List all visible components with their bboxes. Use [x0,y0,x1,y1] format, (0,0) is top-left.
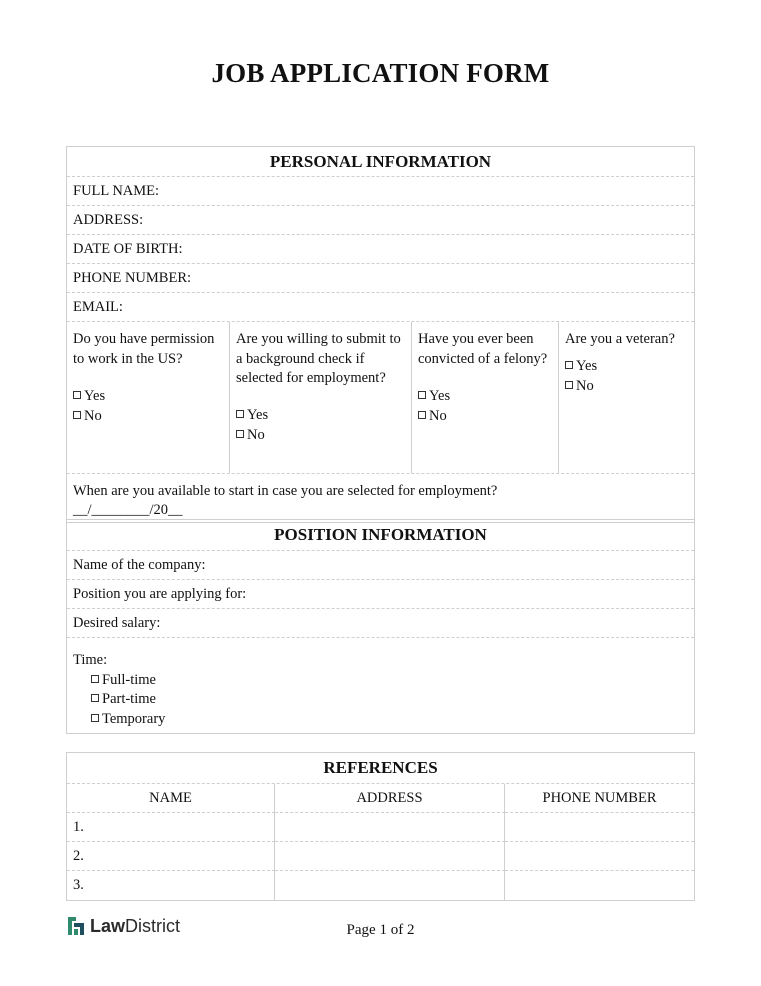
logo-text-law: Law [90,915,126,936]
references-table [67,784,694,900]
question-text: Are you willing to submit to a background check if selected for employment? [236,331,401,386]
company-name-field[interactable]: Name of the company: [67,551,694,580]
veteran-yes-checkbox[interactable] [565,357,597,377]
time-row [67,638,694,733]
logo-text-district: District [125,915,181,936]
availability-question: When are you available to start in case you are selected for employment? [73,483,498,499]
checkbox-icon [236,430,244,438]
page-number: Page 1 of 2 [346,922,415,938]
full-time-checkbox[interactable] [91,671,694,691]
reference-3-name-cell[interactable]: 3. [67,871,275,900]
question-text: Are you a veteran? [565,331,675,347]
personal-information-heading: PERSONAL INFORMATION [67,147,694,177]
checkbox-icon [73,411,81,419]
position-applied-field[interactable]: Position you are applying for: [67,580,694,609]
option-label: No [84,407,102,424]
full-name-field[interactable]: FULL NAME: [67,177,694,206]
checkbox-icon [91,714,99,722]
address-field[interactable]: ADDRESS: [67,206,694,235]
references-heading: REFERENCES [67,753,694,784]
column-header-name: NAME [67,784,275,813]
time-label: Time: [73,652,108,668]
checkbox-icon [91,694,99,702]
question-text: Have you ever been convicted of a felony? [418,331,548,367]
reference-2-name-cell[interactable]: 2. [67,842,275,871]
reference-3-phone-cell[interactable] [505,871,694,900]
references-section [66,752,695,901]
position-information-section [66,519,695,734]
date-of-birth-field[interactable]: DATE OF BIRTH: [67,235,694,264]
temporary-checkbox[interactable] [91,710,694,730]
option-label: Part-time [102,691,156,707]
work-permission-question [67,322,230,473]
reference-1-phone-cell[interactable] [505,813,694,842]
checkbox-icon [418,411,426,419]
background-check-question [230,322,412,473]
option-label: Yes [576,358,598,374]
column-header-phone: PHONE NUMBER [505,784,694,813]
email-field[interactable]: EMAIL: [67,293,694,322]
work-permission-yes-checkbox[interactable] [73,387,105,407]
reference-3-address-cell[interactable] [275,871,505,900]
option-label: Temporary [102,710,166,727]
reference-1-address-cell[interactable] [275,813,505,842]
personal-information-section [66,146,695,523]
option-label: No [429,407,447,424]
veteran-question [559,322,694,473]
reference-2-address-cell[interactable] [275,842,505,871]
felony-yes-checkbox[interactable] [418,387,450,407]
veteran-no-checkbox[interactable] [565,377,597,397]
option-label: No [576,377,594,394]
checkbox-icon [418,391,426,399]
felony-no-checkbox[interactable] [418,407,450,427]
checkbox-icon [236,410,244,418]
question-text: Do you have permission to work in the US? [73,331,215,367]
felony-question [412,322,559,473]
phone-number-field[interactable]: PHONE NUMBER: [67,264,694,293]
form-title: JOB APPLICATION FORM [211,58,550,88]
option-label: Yes [84,388,106,404]
yes-no-questions-row [67,322,694,474]
option-label: Full-time [102,671,156,688]
position-information-heading: POSITION INFORMATION [67,520,694,551]
checkbox-icon [91,675,99,683]
availability-row [67,474,694,522]
column-header-address: ADDRESS [275,784,505,813]
option-label: Yes [429,388,451,404]
part-time-checkbox[interactable] [91,690,694,710]
checkbox-icon [565,361,573,369]
background-check-no-checkbox[interactable] [236,426,268,446]
checkbox-icon [565,381,573,389]
background-check-yes-checkbox[interactable] [236,406,268,426]
checkbox-icon [73,391,81,399]
desired-salary-field[interactable]: Desired salary: [67,609,694,638]
option-label: No [247,426,265,443]
reference-2-phone-cell[interactable] [505,842,694,871]
work-permission-no-checkbox[interactable] [73,407,105,427]
reference-1-name-cell[interactable]: 1. [67,813,275,842]
availability-date-field[interactable]: __/________/20__ [73,502,183,518]
option-label: Yes [247,407,269,423]
